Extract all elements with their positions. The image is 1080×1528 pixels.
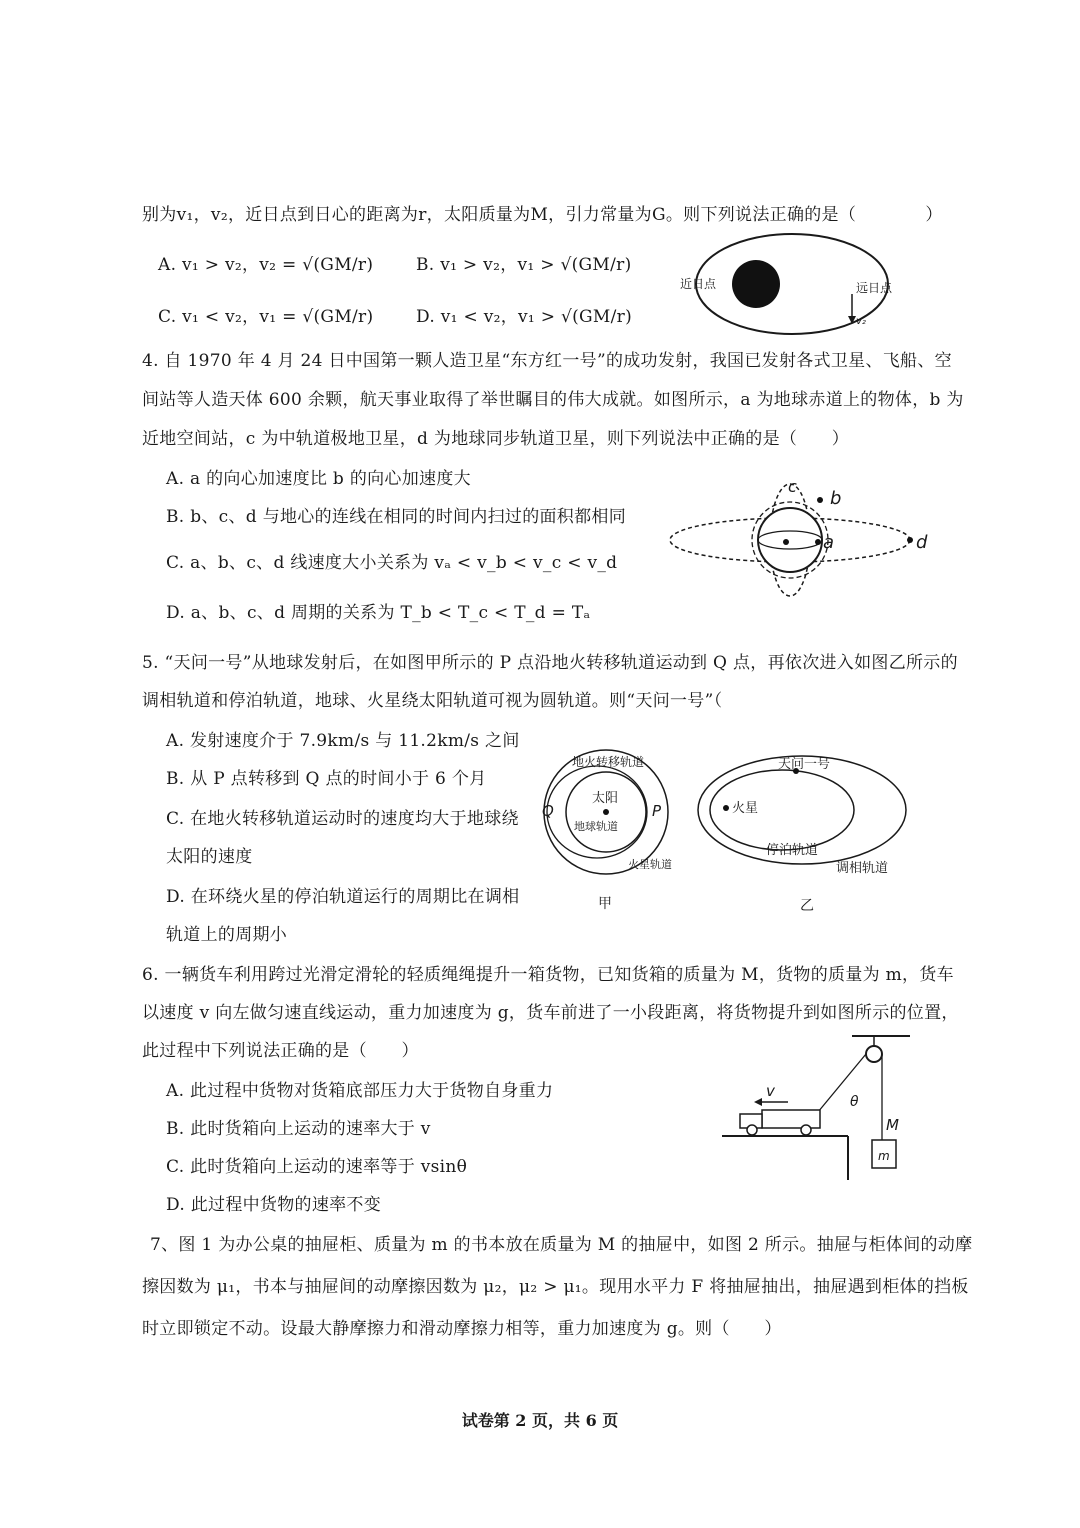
q6-option-a: A. 此过程中货物对货箱底部压力大于货物自身重力 bbox=[166, 1081, 554, 1101]
svg-text:停泊轨道: 停泊轨道 bbox=[766, 843, 819, 858]
q4-option-b: B. b、c、d 与地心的连线在相同的时间内扫过的面积都相同 bbox=[166, 507, 626, 527]
q5-stem-line2: 调相轨道和停泊轨道，地球、火星绕太阳轨道可视为圆轨道。则“天问一号”（ bbox=[142, 691, 723, 711]
mass-m-label: m bbox=[878, 1149, 890, 1163]
satellite-d-marker bbox=[907, 537, 913, 543]
aphelion-label: 远日点 bbox=[856, 281, 893, 295]
q6-stem-line1: 6. 一辆货车利用跨过光滑定滑轮的轻质绳绳提升一箱货物，已知货箱的质量为 M，货物的质量为 m，货车 bbox=[142, 965, 954, 985]
q5-option-d-line1: D. 在环绕火星的停泊轨道运行的周期比在调相 bbox=[166, 887, 520, 907]
sun-icon bbox=[603, 809, 609, 815]
q5-option-c-line2: 太阳的速度 bbox=[166, 847, 253, 867]
label-b: b bbox=[830, 488, 842, 509]
transfer-orbit bbox=[547, 766, 647, 858]
q3-orbit-figure bbox=[670, 232, 910, 342]
rope-slanted bbox=[818, 1054, 866, 1112]
label-c: c bbox=[788, 477, 797, 496]
svg-text:P: P bbox=[652, 802, 662, 820]
velocity-label: v bbox=[766, 1082, 775, 1100]
q5-figure-jia bbox=[540, 748, 680, 918]
v2-label: v₂ bbox=[856, 316, 866, 327]
label-a: a bbox=[823, 532, 835, 553]
svg-text:地球轨道: 地球轨道 bbox=[574, 820, 618, 833]
theta-label: θ bbox=[850, 1094, 859, 1110]
label-d: d bbox=[916, 532, 928, 553]
q3-option-c: C. v₁ < v₂，v₁ = √(GM/r) bbox=[158, 307, 374, 327]
q4-option-a: A. a 的向心加速度比 b 的向心加速度大 bbox=[166, 469, 471, 489]
q4-option-d: D. a、b、c、d 周期的关系为 T_b < T_c < T_d = Tₐ bbox=[166, 603, 591, 623]
q5-option-b: B. 从 P 点转移到 Q 点的时间小于 6 个月 bbox=[166, 769, 487, 789]
q4-stem-line1: 4. 自 1970 年 4 月 24 日中国第一颗人造卫星“东方红一号”的成功发射，我国已发射各式卫星、飞船、空 bbox=[142, 351, 952, 371]
svg-text:甲: 甲 bbox=[598, 896, 612, 912]
pulley-icon bbox=[866, 1046, 882, 1062]
object-a-marker bbox=[815, 539, 821, 545]
q5-option-d-line2: 轨道上的周期小 bbox=[166, 925, 288, 945]
q7-stem-line2: 擦因数为 μ₁，书本与抽屉间的动摩擦因数为 μ₂，μ₂ > μ₁。现用水平力 F 将抽屉抽出，抽屉遇到柜体的挡板 bbox=[142, 1277, 969, 1297]
q3-option-a: A. v₁ > v₂，v₂ = √(GM/r) bbox=[158, 255, 374, 275]
q4-satellite-figure bbox=[668, 478, 948, 598]
q5-stem-line1: 5. “天问一号”从地球发射后，在如图甲所示的 P 点沿地火转移轨道运动到 Q 点，再依次进入如图乙所示的 bbox=[142, 653, 958, 673]
svg-text:火星: 火星 bbox=[732, 801, 759, 816]
q4-stem-line3: 近地空间站，c 为中轨道极地卫星，d 为地球同步轨道卫星，则下列说法中正确的是（ ） bbox=[142, 429, 850, 449]
q4-option-c: C. a、b、c、d 线速度大小关系为 vₐ < v_b < v_c < v_d bbox=[166, 553, 618, 573]
perihelion-label: 近日点 bbox=[680, 277, 717, 291]
svg-text:太阳: 太阳 bbox=[592, 791, 619, 806]
q3-option-d: D. v₁ < v₂，v₁ > √(GM/r) bbox=[416, 307, 633, 327]
q6-option-c: C. 此时货箱向上运动的速率等于 vsinθ bbox=[166, 1157, 468, 1177]
satellite-b-marker bbox=[817, 497, 823, 503]
q7-stem-line1: 7、图 1 为办公桌的抽屉柜、质量为 m 的书本放在质量为 M 的抽屉中，如图 2 所示。抽屉与柜体间的动摩 bbox=[150, 1235, 973, 1255]
svg-text:地火转移轨道: 地火转移轨道 bbox=[572, 755, 645, 769]
svg-text:调相轨道: 调相轨道 bbox=[836, 861, 889, 876]
svg-text:乙: 乙 bbox=[800, 898, 814, 914]
svg-text:天问一号: 天问一号 bbox=[778, 757, 831, 772]
q4-stem-line2: 间站等人造天体 600 余颗，航天事业取得了举世瞩目的伟大成就。如图所示，a 为地球赤道上的物体，b 为 bbox=[142, 390, 964, 410]
mars-icon bbox=[723, 805, 729, 811]
q5-option-c-line1: C. 在地火转移轨道运动时的速度均大于地球绕 bbox=[166, 809, 519, 829]
svg-text:火星轨道: 火星轨道 bbox=[628, 858, 672, 871]
earth-icon bbox=[758, 508, 822, 572]
q6-stem-line2: 以速度 v 向左做匀速直线运动，重力加速度为 g，货车前进了一小段距离，将货物提升到如图所示的位置， bbox=[142, 1003, 959, 1023]
q6-option-d: D. 此过程中货物的速率不变 bbox=[166, 1195, 382, 1215]
q5-option-a: A. 发射速度介于 7.9km/s 与 11.2km/s 之间 bbox=[166, 731, 520, 751]
truck-bed bbox=[762, 1110, 820, 1128]
q7-stem-line3: 时立即锁定不动。设最大静摩擦力和滑动摩擦力相等，重力加速度为 g。则（ ） bbox=[142, 1319, 782, 1339]
q6-option-b: B. 此时货箱向上运动的速率大于 v bbox=[166, 1119, 431, 1139]
q3-stem: 别为v₁，v₂，近日点到日心的距离为r，太阳质量为M，引力常量为G。则下列说法正确的是（ ） bbox=[142, 205, 943, 225]
svg-text:Q: Q bbox=[542, 802, 554, 820]
q3-option-b: B. v₁ > v₂，v₁ > √(GM/r) bbox=[416, 255, 632, 275]
page-footer: 试卷第 2 页，共 6 页 bbox=[461, 1411, 619, 1430]
mass-M-label: M bbox=[886, 1116, 899, 1134]
q5-figure-yi bbox=[696, 752, 910, 922]
sun-icon bbox=[732, 260, 780, 308]
q6-stem-line3: 此过程中下列说法正确的是（ ） bbox=[142, 1041, 419, 1061]
q6-truck-pulley-figure bbox=[722, 1032, 912, 1182]
